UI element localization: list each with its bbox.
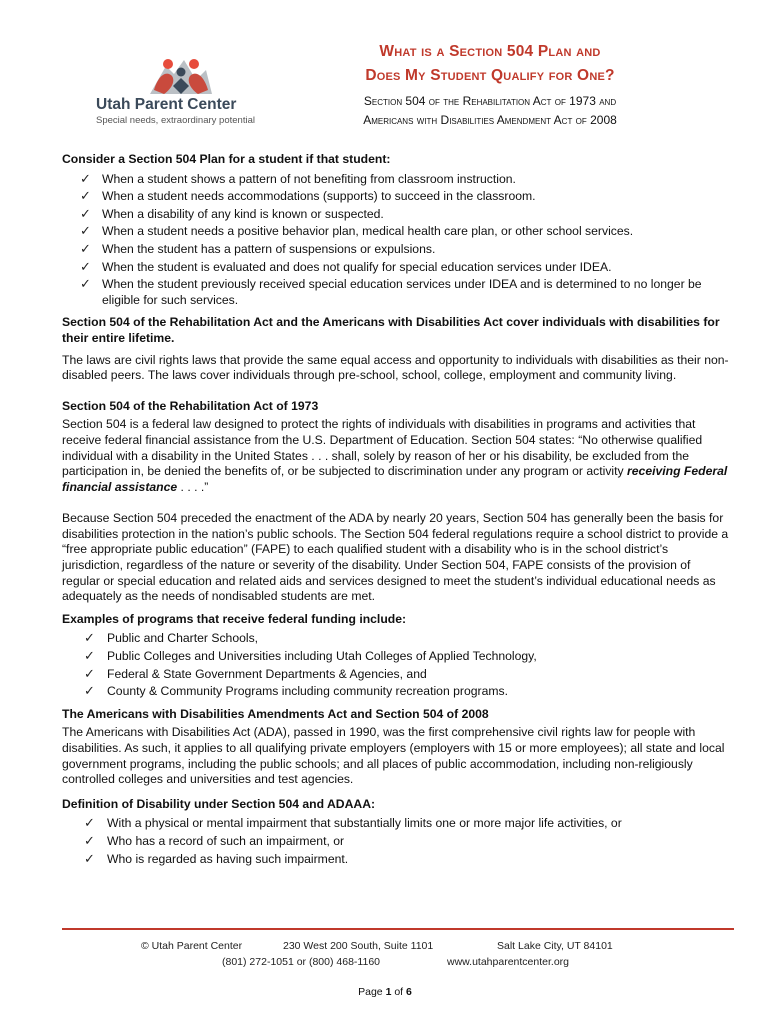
list-item: ✓ With a physical or mental impairment that substantially limits one or more major life activities, or xyxy=(62,814,730,832)
list-item: ✓ When a student shows a pattern of not benefiting from classroom instruction. xyxy=(62,170,730,188)
consider-heading: Consider a Section 504 Plan for a student if that student: xyxy=(62,152,391,166)
logo-name: Utah Parent Center xyxy=(96,96,237,113)
programs-heading: Examples of programs that receive federal funding include: xyxy=(62,611,407,626)
checkmark-icon: ✓ xyxy=(80,240,91,256)
list-item: ✓ When a student needs accommodations (supports) to succeed in the classroom. xyxy=(62,187,730,205)
checkmark-icon: ✓ xyxy=(80,223,91,239)
list-item: ✓ When a disability of any kind is known or suspected. xyxy=(62,205,730,223)
logo-tagline: Special needs, extraordinary potential xyxy=(96,115,255,126)
utah-parent-center-logo xyxy=(95,46,245,126)
subtitle-line1: Section 504 of the Rehabilitation Act of 1973 and xyxy=(363,94,617,108)
checkmark-icon: ✓ xyxy=(84,665,95,681)
ada-text: The Americans with Disabilities Act (ADA), passed in 1990, was the first comprehensive civil rights law for people with disabilities. As such, it applies to all qualifying private employers (employers with 15 or more employees); all state and local government programs, including the public schools; and all places of public accommodation, including non-religiously controlled colleges and universities and test agencies. xyxy=(62,725,725,787)
list-item: ✓ When the student is evaluated and does not qualify for special education services under IDEA. xyxy=(62,258,730,276)
footer-city: Salt Lake City, UT 84101 xyxy=(497,940,613,952)
subtitle-line2: Americans with Disabilities Amendment Act of 2008 xyxy=(363,113,617,127)
ada-heading: The Americans with Disabilities Amendments Act and Section 504 of 2008 xyxy=(62,706,489,721)
section504-text: Section 504 is a federal law designed to protect the rights of individuals with disabilities in programs and activities that receive federal financial assistance from the U.S. Department of Education. Section 504 states: “No otherwise qualified individual with a disability in the United States . . . shall, solely by reason of her or his disability, be excluded from the participation in, be denied the benefits of, or be subjected to discrimination under any program or activity receiving Federal financial assistance . . . .” xyxy=(62,417,728,494)
footer-org: © Utah Parent Center xyxy=(141,940,243,952)
list-item: ✓ When a student needs a positive behavior plan, medical health care plan, or other school services. xyxy=(62,222,730,240)
definition-heading: Definition of Disability under Section 504 and ADAAA: xyxy=(62,796,376,811)
checkmark-icon: ✓ xyxy=(80,276,91,292)
checkmark-icon: ✓ xyxy=(80,258,91,274)
consider-list xyxy=(62,170,730,309)
checkmark-icon: ✓ xyxy=(84,683,95,699)
footer-phone: (801) 272-1051 or (800) 468-1160 xyxy=(222,956,380,968)
section504-paragraph2: Because Section 504 preceded the enactment of the ADA by nearly 20 years, Section 504 has generally been the basis for disabilities protection in the nation’s public schools. The Section 504 federal regulations require a school district to provide a “free appropriate public education” (FAPE) to each qualified student with a disability who is in the school district’s jurisdiction, regardless of the nature or severity of the disability. Under Section 504, FAPE consists of the provision of regular or special education and related aids and services designed to meet the student’s individual educational needs as adequately as the needs of nondisabled students are met. xyxy=(62,511,729,604)
footer-website[interactable]: www.utahparentcenter.org xyxy=(447,956,569,968)
page-number: Page 1 of 6 xyxy=(358,986,412,998)
checkmark-icon: ✓ xyxy=(84,850,95,866)
checkmark-icon: ✓ xyxy=(84,832,95,848)
list-item: ✓ When the student has a pattern of suspensions or expulsions. xyxy=(62,240,730,258)
checkmark-icon: ✓ xyxy=(80,188,91,204)
section504-emphasis: receiving Federal financial assistance xyxy=(62,464,728,494)
programs-list xyxy=(62,629,730,699)
section504-heading: Section 504 of the Rehabilitation Act of 1973 xyxy=(62,398,319,413)
checkmark-icon: ✓ xyxy=(84,630,95,646)
page-title-line2: Does My Student Qualify for One? xyxy=(365,67,615,84)
list-item: ✓ Public Colleges and Universities including Utah Colleges of Applied Technology, xyxy=(62,647,730,665)
definition-list xyxy=(62,814,730,867)
page-title-line1: What is a Section 504 Plan and xyxy=(379,43,601,60)
list-item: ✓ County & Community Programs including community recreation programs. xyxy=(62,682,730,700)
list-item: ✓ Who has a record of such an impairment, or xyxy=(62,832,730,850)
checkmark-icon: ✓ xyxy=(80,170,91,186)
list-item: ✓ Who is regarded as having such impairment. xyxy=(62,850,730,868)
list-item: ✓ When the student previously received special education services under IDEA and is determined to no longer be eligible for such services. xyxy=(80,276,702,307)
list-item: ✓ Public and Charter Schools, xyxy=(62,629,730,647)
checkmark-icon: ✓ xyxy=(80,205,91,221)
checkmark-icon: ✓ xyxy=(84,815,95,831)
coverage-text: The laws are civil rights laws that provide the same equal access and opportunity to individuals with disabilities as their non-disabled peers. The laws cover individuals through pre-school, school, college, employment and community living. xyxy=(62,352,729,383)
coverage-heading: Section 504 of the Rehabilitation Act and the Americans with Disabilities Act cover individuals with disabilities for their entire lifetime. xyxy=(62,315,720,345)
footer-address: 230 West 200 South, Suite 1101 xyxy=(283,940,434,952)
checkmark-icon: ✓ xyxy=(84,648,95,664)
footer-divider xyxy=(62,928,734,930)
list-item: ✓ Federal & State Government Departments & Agencies, and xyxy=(62,665,730,683)
document-body xyxy=(62,152,730,867)
